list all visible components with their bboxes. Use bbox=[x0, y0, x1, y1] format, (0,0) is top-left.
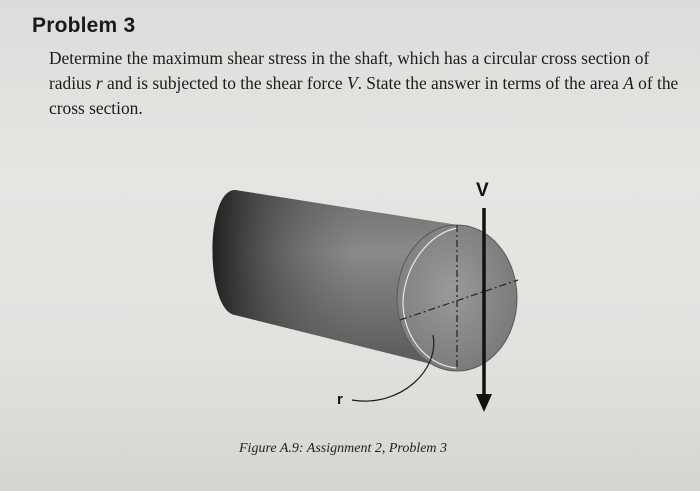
statement-text-2: and is subjected to the shear force bbox=[102, 73, 347, 93]
shear-force-arrowhead bbox=[476, 394, 492, 412]
problem-statement bbox=[49, 46, 689, 121]
radius-label-r: r bbox=[337, 391, 343, 408]
variable-V: V bbox=[346, 73, 358, 93]
statement-text-4: of the cross section. bbox=[49, 73, 679, 118]
variable-r: r bbox=[95, 73, 103, 93]
shaft-diagram bbox=[200, 170, 540, 420]
variable-A: A bbox=[623, 73, 634, 93]
problem-heading: Problem 3 bbox=[32, 14, 136, 37]
statement-text-1: Determine the maximum shear stress in the shaft, which has a circular cross section of radius bbox=[49, 48, 650, 93]
figure-caption: Figure A.9: Assignment 2, Problem 3 bbox=[239, 441, 448, 456]
statement-text-3: . State the answer in terms of the area bbox=[357, 73, 624, 93]
shaft-figure bbox=[200, 170, 540, 420]
force-label-V: V bbox=[476, 180, 489, 201]
